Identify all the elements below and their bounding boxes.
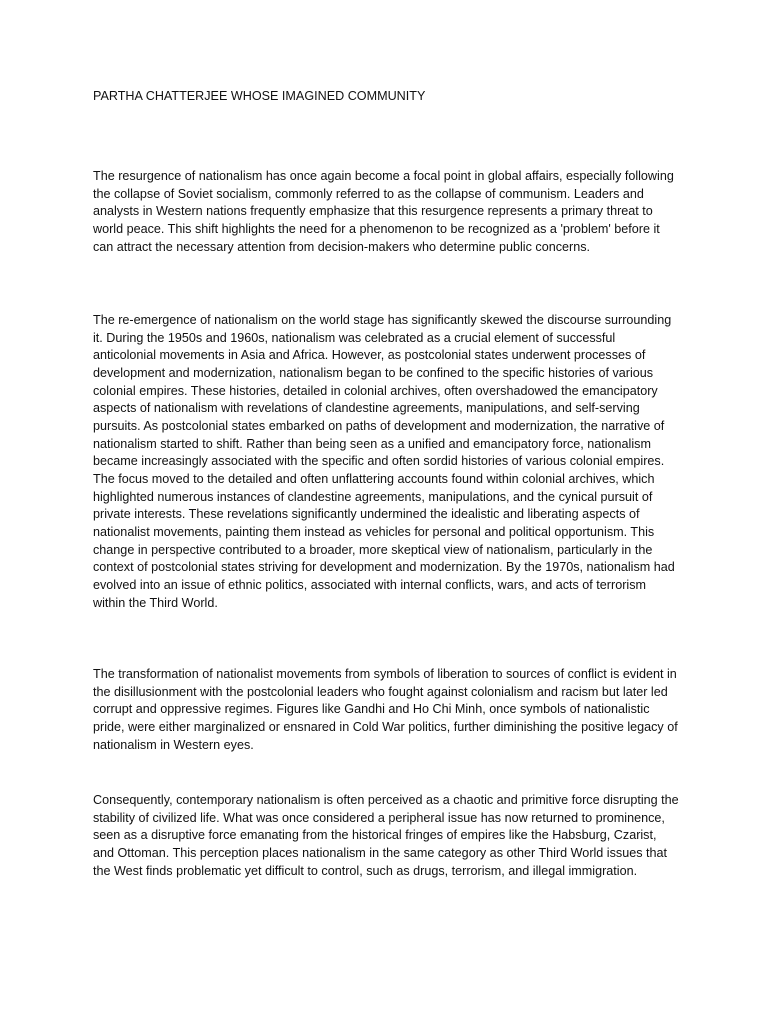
paragraph-2: The re-emergence of nationalism on the world stage has significantly skewed the discourse surrounding it. During the 1950s and 1960s, nationalism was celebrated as a crucial element of successful anticolonial movements in Asia and Africa. However, as postcolonial states underwent processes of development and modernization, nationalism began to be confined to the specific histories of various colonial empires. These histories, detailed in colonial archives, often overshadowed the emancipatory aspects of nationalism with revelations of clandestine agreements, manipulations, and self-serving pursuits. As postcolonial states embarked on paths of development and modernization, the narrative of nationalism started to shift. Rather than being seen as a unified and emancipatory force, nationalism became increasingly associated with the specific and often sordid histories of various colonial empires. The focus moved to the detailed and often unflattering accounts found within colonial archives, which highlighted numerous instances of clandestine agreements, manipulations, and the cynical pursuit of private interests. These revelations significantly undermined the idealistic and liberating aspects of nationalist movements, painting them instead as vehicles for personal and political opportunism. This change in perspective contributed to a broader, more skeptical view of nationalism, particularly in the context of postcolonial states striving for development and modernization. By the 1970s, nationalism had evolved into an issue of ethnic politics, associated with internal conflicts, wars, and acts of terrorism within the Third World. [93,313,675,610]
document-title: PARTHA CHATTERJEE WHOSE IMAGINED COMMUNITY [93,89,426,103]
paragraph-1: The resurgence of nationalism has once again become a focal point in global affairs, especially following the collapse of Soviet socialism, commonly referred to as the collapse of communism. Leaders and analysts in Western nations frequently emphasize that this resurgence represents a primary threat to world peace. This shift highlights the need for a phenomenon to be recognized as a 'problem' before it can attract the necessary attention from decision-makers who determine public concerns. [93,169,674,254]
paragraph-4: Consequently, contemporary nationalism is often perceived as a chaotic and primitive force disrupting the stability of civilized life. What was once considered a peripheral issue has now returned to prominence, seen as a disruptive force emanating from the historical fringes of empires like the Habsburg, Czarist, and Ottoman. This perception places nationalism in the same category as other Third World issues that the West finds problematic yet difficult to control, such as drugs, terrorism, and illegal immigration. [93,793,679,878]
paragraph-3: The transformation of nationalist movements from symbols of liberation to sources of conflict is evident in the disillusionment with the postcolonial leaders who fought against colonialism and racism but later led corrupt and oppressive regimes. Figures like Gandhi and Ho Chi Minh, once symbols of nationalistic pride, were either marginalized or ensnared in Cold War politics, further diminishing the positive legacy of nationalism in Western eyes. [93,667,678,752]
